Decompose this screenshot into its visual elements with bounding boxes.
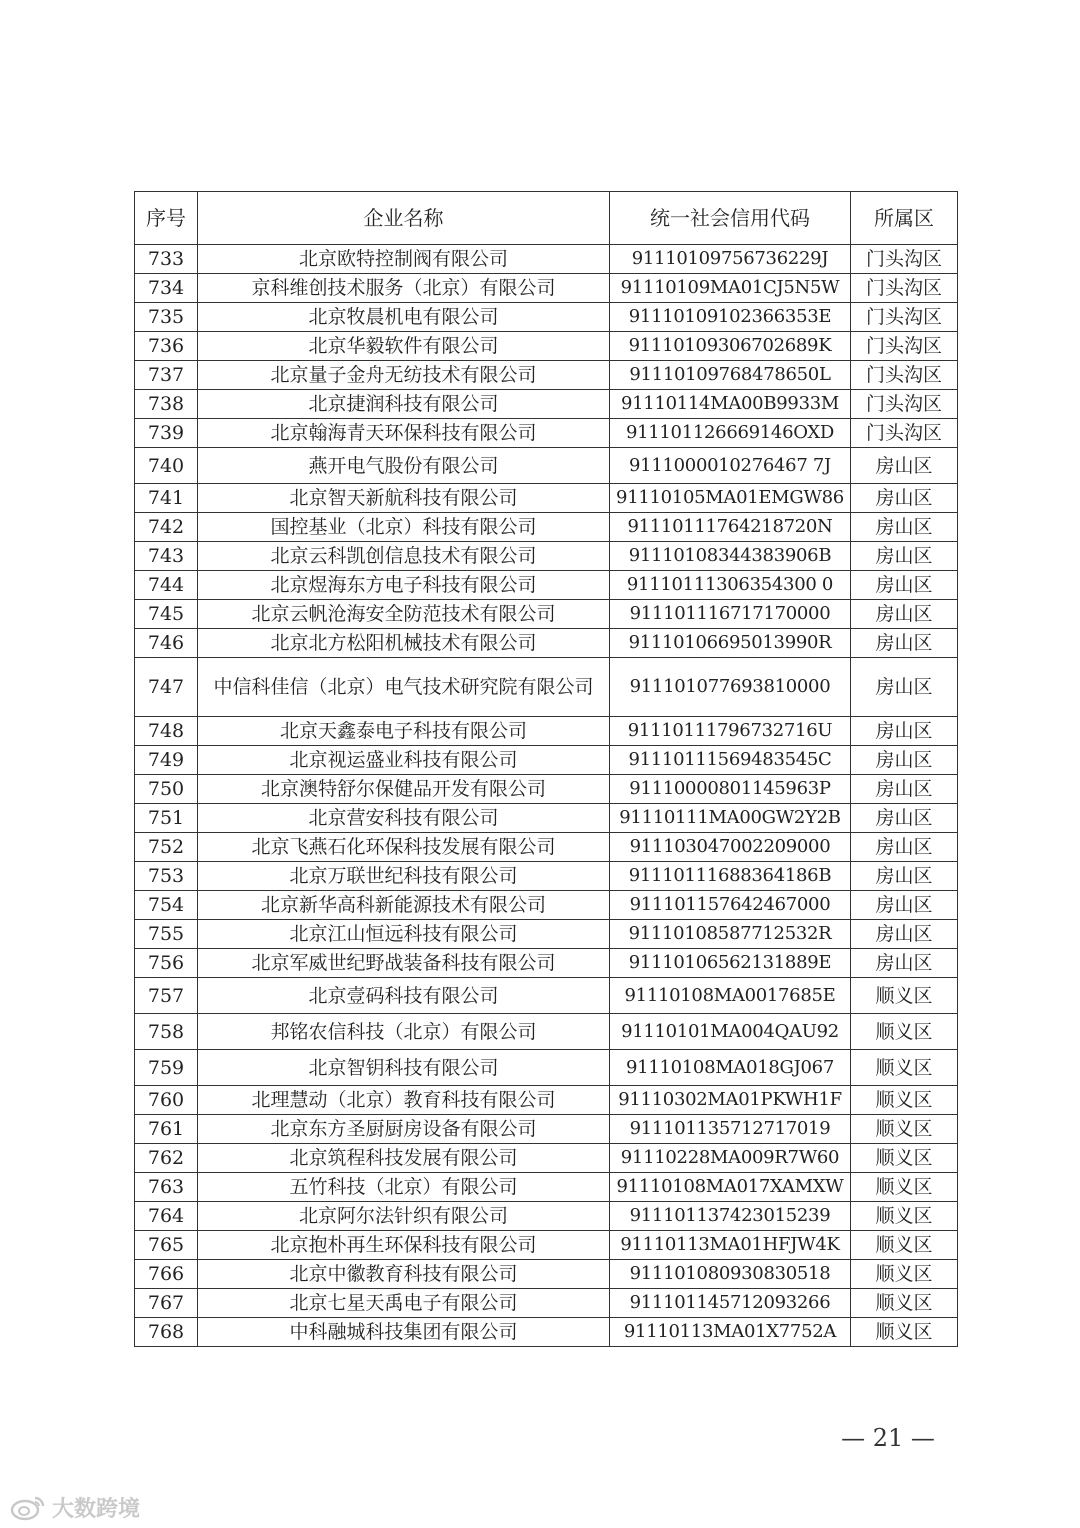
cell-index: 761	[135, 1115, 198, 1144]
table-row	[135, 629, 958, 658]
header-district: 所属区	[851, 192, 958, 245]
table-row	[135, 717, 958, 746]
cell-credit-code: 91110000801145963P	[610, 775, 851, 804]
cell-index: 757	[135, 978, 198, 1014]
cell-company-name: 北京七星天禹电子有限公司	[198, 1289, 610, 1318]
cell-credit-code: 91110111764218720N	[610, 513, 851, 542]
cell-company-name: 北京智钥科技有限公司	[198, 1050, 610, 1086]
cell-index: 734	[135, 274, 198, 303]
cell-index: 759	[135, 1050, 198, 1086]
cell-district: 房山区	[851, 804, 958, 833]
cell-index: 748	[135, 717, 198, 746]
watermark-text: 大数跨境	[52, 1497, 141, 1522]
cell-company-name: 北京万联世纪科技有限公司	[198, 862, 610, 891]
cell-company-name: 北京阿尔法针织有限公司	[198, 1202, 610, 1231]
cell-credit-code: 91110113MA01HFJW4K	[610, 1231, 851, 1260]
cell-company-name: 北理慧动（北京）教育科技有限公司	[198, 1086, 610, 1115]
table-row	[135, 920, 958, 949]
cell-index: 743	[135, 542, 198, 571]
cell-credit-code: 911101126669146OXD	[610, 419, 851, 448]
cell-index: 758	[135, 1014, 198, 1050]
cell-index: 740	[135, 448, 198, 484]
table-row	[135, 1115, 958, 1144]
cell-company-name: 北京澳特舒尔保健品开发有限公司	[198, 775, 610, 804]
table-row	[135, 390, 958, 419]
cell-district: 顺义区	[851, 1202, 958, 1231]
cell-district: 顺义区	[851, 1144, 958, 1173]
table-row	[135, 513, 958, 542]
table-row	[135, 833, 958, 862]
cell-company-name: 国控基业（北京）科技有限公司	[198, 513, 610, 542]
table-row	[135, 1050, 958, 1086]
cell-district: 门头沟区	[851, 303, 958, 332]
cell-company-name: 五竹科技（北京）有限公司	[198, 1173, 610, 1202]
cell-index: 764	[135, 1202, 198, 1231]
cell-district: 顺义区	[851, 1260, 958, 1289]
cell-district: 房山区	[851, 513, 958, 542]
table-row	[135, 1318, 958, 1347]
cell-district: 房山区	[851, 542, 958, 571]
cell-index: 741	[135, 484, 198, 513]
table-row	[135, 448, 958, 484]
table-row	[135, 1202, 958, 1231]
cell-index: 766	[135, 1260, 198, 1289]
cell-district: 顺义区	[851, 1050, 958, 1086]
cell-credit-code: 911101135712717019	[610, 1115, 851, 1144]
cell-company-name: 北京抱朴再生环保科技有限公司	[198, 1231, 610, 1260]
cell-company-name: 北京营安科技有限公司	[198, 804, 610, 833]
cell-credit-code: 91110111MA00GW2Y2B	[610, 804, 851, 833]
table-row	[135, 361, 958, 390]
cell-credit-code: 91110111569483545C	[610, 746, 851, 775]
header-company-name: 企业名称	[198, 192, 610, 245]
cell-district: 房山区	[851, 746, 958, 775]
cell-index: 736	[135, 332, 198, 361]
cell-district: 房山区	[851, 600, 958, 629]
table-row	[135, 245, 958, 274]
header-index: 序号	[135, 192, 198, 245]
cell-credit-code: 91110108587712532R	[610, 920, 851, 949]
cell-credit-code: 9111000010276467 7J	[610, 448, 851, 484]
table-row	[135, 978, 958, 1014]
table-row	[135, 1014, 958, 1050]
cell-credit-code: 91110108MA018GJ067	[610, 1050, 851, 1086]
cell-district: 门头沟区	[851, 245, 958, 274]
cell-index: 760	[135, 1086, 198, 1115]
cell-district: 房山区	[851, 833, 958, 862]
page-number: — 21 —	[841, 1424, 935, 1452]
cell-credit-code: 911101137423015239	[610, 1202, 851, 1231]
cell-index: 738	[135, 390, 198, 419]
cell-credit-code: 91110228MA009R7W60	[610, 1144, 851, 1173]
cell-company-name: 北京军威世纪野战装备科技有限公司	[198, 949, 610, 978]
table-row	[135, 542, 958, 571]
cell-credit-code: 911101145712093266	[610, 1289, 851, 1318]
cell-district: 门头沟区	[851, 361, 958, 390]
weibo-logo-icon	[10, 1495, 46, 1521]
cell-credit-code: 91110109306702689K	[610, 332, 851, 361]
cell-credit-code: 91110106562131889E	[610, 949, 851, 978]
cell-company-name: 京科维创技术服务（北京）有限公司	[198, 274, 610, 303]
cell-district: 房山区	[851, 571, 958, 600]
table-row	[135, 658, 958, 717]
table-header-row	[135, 192, 958, 245]
watermark	[10, 1492, 140, 1523]
table-row	[135, 862, 958, 891]
cell-district: 门头沟区	[851, 274, 958, 303]
cell-credit-code: 91110108MA017XAMXW	[610, 1173, 851, 1202]
enterprise-table	[134, 191, 958, 1347]
cell-credit-code: 91110105MA01EMGW86	[610, 484, 851, 513]
cell-index: 746	[135, 629, 198, 658]
cell-index: 768	[135, 1318, 198, 1347]
cell-credit-code: 911101157642467000	[610, 891, 851, 920]
cell-company-name: 北京煜海东方电子科技有限公司	[198, 571, 610, 600]
cell-district: 顺义区	[851, 1173, 958, 1202]
cell-company-name: 中科融城科技集团有限公司	[198, 1318, 610, 1347]
cell-credit-code: 911101080930830518	[610, 1260, 851, 1289]
table-row	[135, 600, 958, 629]
cell-district: 房山区	[851, 658, 958, 717]
cell-district: 顺义区	[851, 978, 958, 1014]
table-row	[135, 891, 958, 920]
cell-credit-code: 91110108MA0017685E	[610, 978, 851, 1014]
table-row	[135, 1144, 958, 1173]
cell-index: 737	[135, 361, 198, 390]
table-row	[135, 1289, 958, 1318]
cell-credit-code: 91110111688364186B	[610, 862, 851, 891]
cell-credit-code: 911101077693810000	[610, 658, 851, 717]
cell-district: 顺义区	[851, 1115, 958, 1144]
table-row	[135, 746, 958, 775]
cell-district: 房山区	[851, 484, 958, 513]
table-row	[135, 949, 958, 978]
cell-credit-code: 91110109102366353E	[610, 303, 851, 332]
cell-index: 756	[135, 949, 198, 978]
table-row	[135, 303, 958, 332]
cell-company-name: 邦铭农信科技（北京）有限公司	[198, 1014, 610, 1050]
cell-company-name: 北京筑程科技发展有限公司	[198, 1144, 610, 1173]
cell-company-name: 北京牧晨机电有限公司	[198, 303, 610, 332]
cell-district: 顺义区	[851, 1318, 958, 1347]
cell-index: 744	[135, 571, 198, 600]
table-row	[135, 1086, 958, 1115]
cell-credit-code: 91110109768478650L	[610, 361, 851, 390]
cell-district: 顺义区	[851, 1014, 958, 1050]
cell-company-name: 北京量子金舟无纺技术有限公司	[198, 361, 610, 390]
cell-district: 房山区	[851, 862, 958, 891]
table-row	[135, 274, 958, 303]
cell-index: 742	[135, 513, 198, 542]
cell-district: 门头沟区	[851, 332, 958, 361]
table-row	[135, 804, 958, 833]
cell-credit-code: 91110106695013990R	[610, 629, 851, 658]
cell-credit-code: 91110114MA00B9933M	[610, 390, 851, 419]
cell-company-name: 北京飞燕石化环保科技发展有限公司	[198, 833, 610, 862]
cell-index: 763	[135, 1173, 198, 1202]
cell-company-name: 北京云科凯创信息技术有限公司	[198, 542, 610, 571]
header-credit-code: 统一社会信用代码	[610, 192, 851, 245]
cell-company-name: 北京中徽教育科技有限公司	[198, 1260, 610, 1289]
cell-index: 762	[135, 1144, 198, 1173]
cell-company-name: 北京智天新航科技有限公司	[198, 484, 610, 513]
cell-district: 房山区	[851, 717, 958, 746]
cell-company-name: 燕开电气股份有限公司	[198, 448, 610, 484]
cell-index: 767	[135, 1289, 198, 1318]
cell-company-name: 北京东方圣厨厨房设备有限公司	[198, 1115, 610, 1144]
cell-company-name: 中信科佳信（北京）电气技术研究院有限公司	[198, 658, 610, 717]
cell-company-name: 北京华毅软件有限公司	[198, 332, 610, 361]
table-row	[135, 419, 958, 448]
cell-credit-code: 91110113MA01X7752A	[610, 1318, 851, 1347]
cell-company-name: 北京翰海青天环保科技有限公司	[198, 419, 610, 448]
cell-district: 房山区	[851, 949, 958, 978]
cell-index: 755	[135, 920, 198, 949]
table-row	[135, 1173, 958, 1202]
cell-index: 745	[135, 600, 198, 629]
cell-company-name: 北京壹码科技有限公司	[198, 978, 610, 1014]
cell-credit-code: 91110101MA004QAU92	[610, 1014, 851, 1050]
cell-company-name: 北京视运盛业科技有限公司	[198, 746, 610, 775]
table-row	[135, 332, 958, 361]
cell-index: 749	[135, 746, 198, 775]
cell-district: 门头沟区	[851, 390, 958, 419]
cell-district: 房山区	[851, 448, 958, 484]
cell-index: 751	[135, 804, 198, 833]
cell-company-name: 北京天鑫泰电子科技有限公司	[198, 717, 610, 746]
cell-index: 765	[135, 1231, 198, 1260]
cell-company-name: 北京江山恒远科技有限公司	[198, 920, 610, 949]
cell-index: 750	[135, 775, 198, 804]
cell-index: 735	[135, 303, 198, 332]
cell-company-name: 北京新华高科新能源技术有限公司	[198, 891, 610, 920]
cell-company-name: 北京捷润科技有限公司	[198, 390, 610, 419]
table-row	[135, 571, 958, 600]
cell-district: 顺义区	[851, 1289, 958, 1318]
cell-index: 753	[135, 862, 198, 891]
table-row	[135, 1231, 958, 1260]
cell-credit-code: 911101116717170000	[610, 600, 851, 629]
cell-district: 顺义区	[851, 1231, 958, 1260]
cell-index: 752	[135, 833, 198, 862]
cell-company-name: 北京欧特控制阀有限公司	[198, 245, 610, 274]
cell-district: 房山区	[851, 629, 958, 658]
cell-credit-code: 91110109756736229J	[610, 245, 851, 274]
cell-index: 733	[135, 245, 198, 274]
cell-credit-code: 911103047002209000	[610, 833, 851, 862]
cell-index: 739	[135, 419, 198, 448]
table-row	[135, 1260, 958, 1289]
cell-district: 顺义区	[851, 1086, 958, 1115]
cell-credit-code: 91110302MA01PKWH1F	[610, 1086, 851, 1115]
cell-credit-code: 91110111306354300 0	[610, 571, 851, 600]
cell-company-name: 北京北方松阳机械技术有限公司	[198, 629, 610, 658]
cell-district: 房山区	[851, 891, 958, 920]
cell-credit-code: 91110108344383906B	[610, 542, 851, 571]
cell-district: 房山区	[851, 920, 958, 949]
cell-credit-code: 91110109MA01CJ5N5W	[610, 274, 851, 303]
cell-index: 747	[135, 658, 198, 717]
cell-index: 754	[135, 891, 198, 920]
cell-district: 门头沟区	[851, 419, 958, 448]
table-row	[135, 484, 958, 513]
table-row	[135, 775, 958, 804]
cell-company-name: 北京云帆沧海安全防范技术有限公司	[198, 600, 610, 629]
cell-credit-code: 91110111796732716U	[610, 717, 851, 746]
cell-district: 房山区	[851, 775, 958, 804]
